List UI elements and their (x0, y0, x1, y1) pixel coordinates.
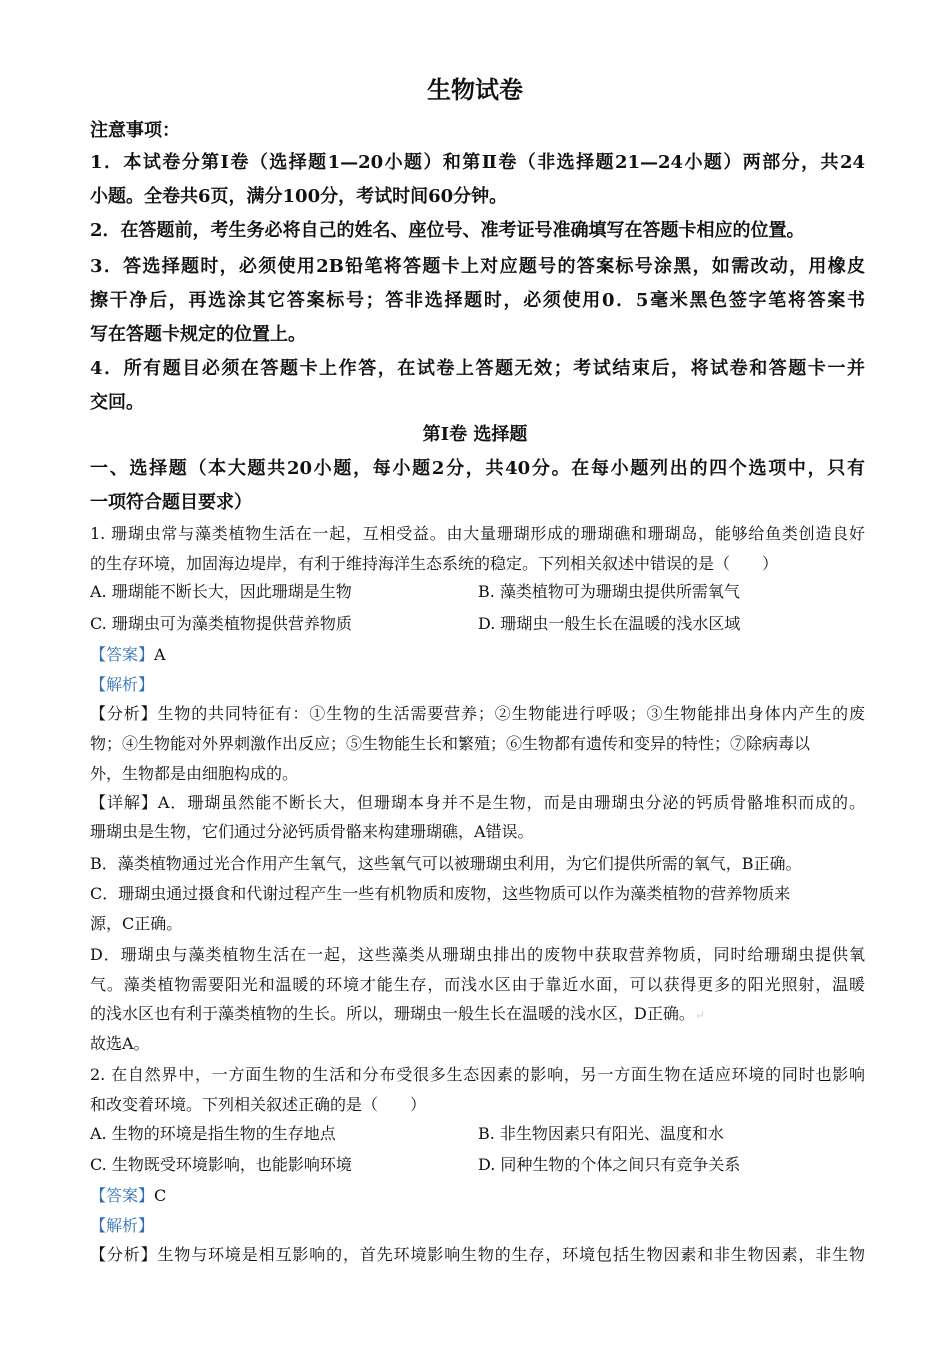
xiangjie-text: 的浅水区也有利于藻类植物的生长。所以，珊瑚虫一般生长在温暖的浅水区，D正确。 (90, 1004, 695, 1023)
notice-line: 擦干净后，再选涂其它答案标号；答非选择题时，必须使用0．5毫米黑色签字笔将答案书 (90, 290, 865, 311)
answer-tag: 【答案】 (90, 645, 155, 664)
option-a: A. 珊瑚能不断长大，因此珊瑚是生物 (90, 582, 352, 601)
notice-line: 写在答题卡规定的位置上。 (90, 324, 306, 345)
option-b: B. 非生物因素只有阳光、温度和水 (478, 1124, 724, 1143)
question-stem: 1. 珊瑚虫常与藻类植物生活在一起，互相受益。由大量珊瑚形成的珊瑚礁和珊瑚岛，能够给鱼类创造良好 (90, 524, 865, 543)
notice-line: 交回。 (90, 392, 144, 413)
fenxi-text: 生物与环境是相互影响的，首先环境影响生物的生存，环境包括生物因素和非生物因素，非生物 (157, 1245, 865, 1264)
xiangjie-line: 气。藻类植物需要阳光和温暖的环境才能生存，而浅水区由于靠近水面，可以获得更多的阳光照射，温暖 (90, 975, 865, 994)
question-stem: 和改变着环境。下列相关叙述正确的是（ ） (90, 1095, 427, 1114)
question-stem: 的生存环境，加固海边堤岸，有利于维持海洋生态系统的稳定。下列相关叙述中错误的是（ ） (90, 554, 779, 573)
section-title: 第Ⅰ卷 选择题 (422, 424, 528, 445)
paragraph-mark: ↵ (694, 1008, 705, 1022)
analysis-tag: 【解析】 (90, 675, 155, 694)
xiangjie-line (90, 1002, 865, 1027)
notice-line: 4．所有题目必须在答题卡上作答，在试卷上答题无效；考试结束后，将试卷和答题卡一并 (90, 358, 865, 379)
fenxi-line: 外，生物都是由细胞构成的。 (90, 764, 299, 783)
answer-line (90, 643, 865, 667)
xiangjie-line (90, 791, 865, 815)
answer-tag: 【答案】 (90, 1186, 155, 1205)
part-heading: 一、选择题（本大题共20小题，每小题2分，共40分。在每小题列出的四个选项中，只有 (90, 458, 865, 479)
analysis-tag: 【解析】 (90, 1216, 155, 1235)
notice-line: 1．本试卷分第Ⅰ卷（选择题1—20小题）和第Ⅱ卷（非选择题21—24小题）两部分，共24 (90, 152, 865, 173)
option-b: B. 藻类植物可为珊瑚虫提供所需氧气 (478, 582, 740, 601)
fenxi-tag: 【分析】 (90, 1245, 158, 1264)
fenxi-line: 物；④生物能对外界刺激作出反应；⑤生物能生长和繁殖；⑥生物都有遗传和变异的特性；⑦除病毒以 (90, 734, 811, 753)
xiangjie-tag: 【详解】 (90, 793, 158, 812)
xiangjie-line: B．藻类植物通过光合作用产生氧气，这些氧气可以被珊瑚虫利用，为它们提供所需的氧气，B正确。 (90, 854, 802, 873)
option-c: C. 生物既受环境影响，也能影响环境 (90, 1155, 352, 1174)
xiangjie-line: C．珊瑚虫通过摄食和代谢过程产生一些有机物质和废物，这些物质可以作为藻类植物的营养物质来 (90, 884, 791, 903)
xiangjie-line: 故选A。 (90, 1034, 150, 1053)
analysis-line (90, 673, 865, 697)
xiangjie-text: A．珊瑚虽然能不断长大，但珊瑚本身并不是生物，而是由珊瑚虫分泌的钙质骨骼堆积而成的。 (157, 793, 865, 812)
part-heading: 一项符合题目要求） (90, 492, 252, 513)
notice-line: 小题。全卷共6页，满分100分，考试时间60分钟。 (90, 186, 508, 207)
xiangjie-line: D．珊瑚虫与藻类植物生活在一起，这些藻类从珊瑚虫排出的废物中获取营养物质，同时给珊瑚虫提供氧 (90, 945, 865, 964)
fenxi-line (90, 702, 865, 726)
xiangjie-line: 珊瑚虫是生物，它们通过分泌钙质骨骼来构建珊瑚礁，A错误。 (90, 822, 534, 841)
option-a: A. 生物的环境是指生物的生存地点 (90, 1124, 336, 1143)
answer-line (90, 1184, 865, 1208)
analysis-line (90, 1214, 865, 1238)
notice-line: 2．在答题前，考生务必将自己的姓名、座位号、准考证号准确填写在答题卡相应的位置。 (90, 220, 805, 241)
notice-heading: 注意事项： (90, 120, 180, 141)
answer-value: A (154, 645, 166, 664)
question-stem: 2. 在自然界中，一方面生物的生活和分布受很多生态因素的影响，另一方面生物在适应环境的同时也影响 (90, 1065, 865, 1084)
page-title: 生物试卷 (427, 75, 523, 104)
option-c: C. 珊瑚虫可为藻类植物提供营养物质 (90, 614, 352, 633)
fenxi-line (90, 1243, 865, 1267)
fenxi-tag: 【分析】 (90, 704, 158, 723)
answer-value: C (154, 1186, 167, 1205)
option-d: D. 珊瑚虫一般生长在温暖的浅水区域 (478, 614, 741, 633)
xiangjie-line: 源，C正确。 (90, 914, 183, 933)
option-d: D. 同种生物的个体之间只有竞争关系 (478, 1155, 741, 1174)
notice-line: 3．答选择题时，必须使用2B铅笔将答题卡上对应题号的答案标号涂黑，如需改动，用橡皮 (90, 256, 865, 277)
fenxi-text: 生物的共同特征有：①生物的生活需要营养；②生物能进行呼吸；③生物能排出身体内产生的废 (157, 704, 865, 723)
